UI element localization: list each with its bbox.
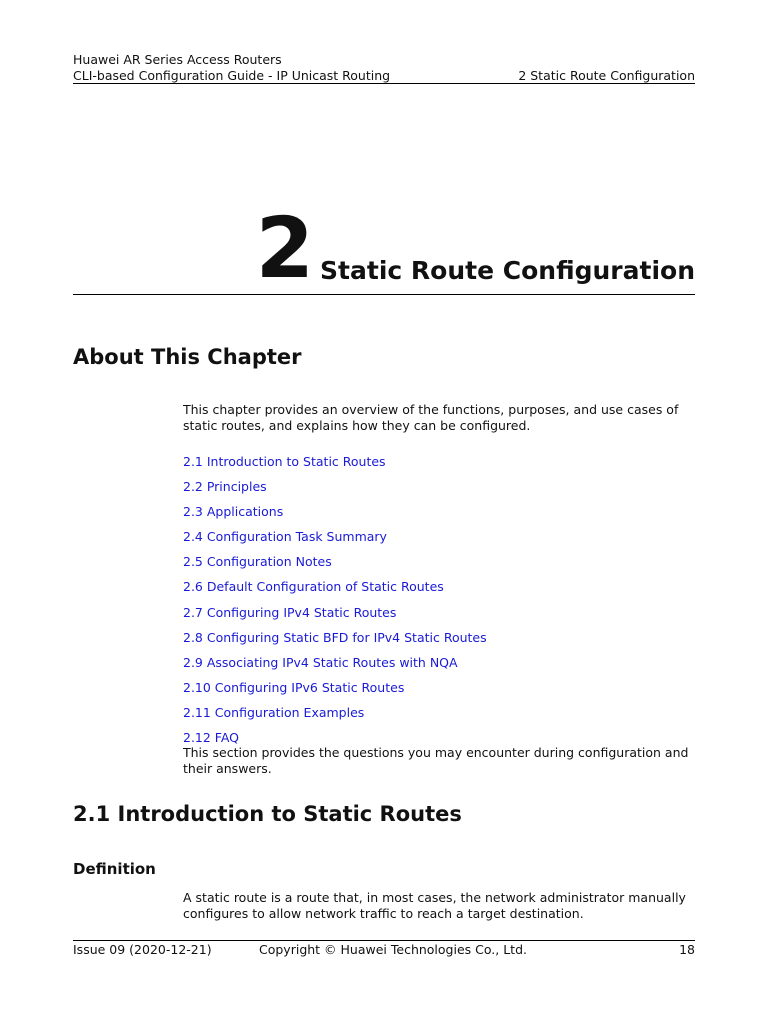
definition-body: A static route is a route that, in most cases, the network administrator manually configures to allow network traffic to reach a target destination. bbox=[183, 890, 686, 921]
footer-divider bbox=[73, 940, 695, 941]
footer-copyright: Copyright © Huawei Technologies Co., Ltd. bbox=[259, 942, 527, 957]
chapter-divider bbox=[73, 294, 695, 295]
toc-link[interactable]: 2.6 Default Configuration of Static Routes bbox=[183, 579, 444, 595]
toc-link[interactable]: 2.10 Configuring IPv6 Static Routes bbox=[183, 679, 405, 695]
definition-heading: Definition bbox=[73, 860, 156, 878]
chapter-number: 2 bbox=[255, 199, 313, 297]
header-chapter: 2 Static Route Configuration bbox=[518, 68, 695, 83]
toc-list bbox=[183, 454, 695, 746]
page-number: 18 bbox=[679, 942, 695, 957]
running-header bbox=[73, 52, 695, 84]
header-row bbox=[73, 68, 695, 84]
header-product: Huawei AR Series Access Routers bbox=[73, 52, 282, 67]
toc-link[interactable]: 2.5 Configuration Notes bbox=[183, 554, 332, 570]
toc-link[interactable]: 2.12 FAQ bbox=[183, 730, 240, 746]
toc-link[interactable]: 2.3 Applications bbox=[183, 504, 284, 520]
toc-link[interactable]: 2.1 Introduction to Static Routes bbox=[183, 454, 386, 469]
about-heading: About This Chapter bbox=[73, 345, 302, 369]
chapter-heading bbox=[73, 199, 695, 297]
toc-link[interactable]: 2.8 Configuring Static BFD for IPv4 Static Routes bbox=[183, 629, 487, 645]
toc-link[interactable]: 2.9 Associating IPv4 Static Routes with NQA bbox=[183, 654, 458, 670]
toc-link[interactable]: 2.2 Principles bbox=[183, 479, 267, 495]
toc-link[interactable]: 2.4 Configuration Task Summary bbox=[183, 529, 387, 545]
header-divider bbox=[73, 83, 695, 84]
toc-link[interactable]: 2.7 Configuring IPv4 Static Routes bbox=[183, 604, 397, 620]
chapter-title: Static Route Configuration bbox=[320, 256, 695, 285]
footer-issue: Issue 09 (2020-12-21) bbox=[73, 942, 212, 957]
section-heading: 2.1 Introduction to Static Routes bbox=[73, 802, 462, 826]
faq-note: This section provides the questions you may encounter during configuration and their answers. bbox=[183, 745, 689, 776]
toc-link[interactable]: 2.11 Configuration Examples bbox=[183, 704, 365, 720]
about-intro: This chapter provides an overview of the functions, purposes, and use cases of static routes, and explains how they can be configured. bbox=[183, 402, 679, 433]
header-guide: CLI-based Configuration Guide - IP Unicast Routing bbox=[73, 68, 391, 83]
